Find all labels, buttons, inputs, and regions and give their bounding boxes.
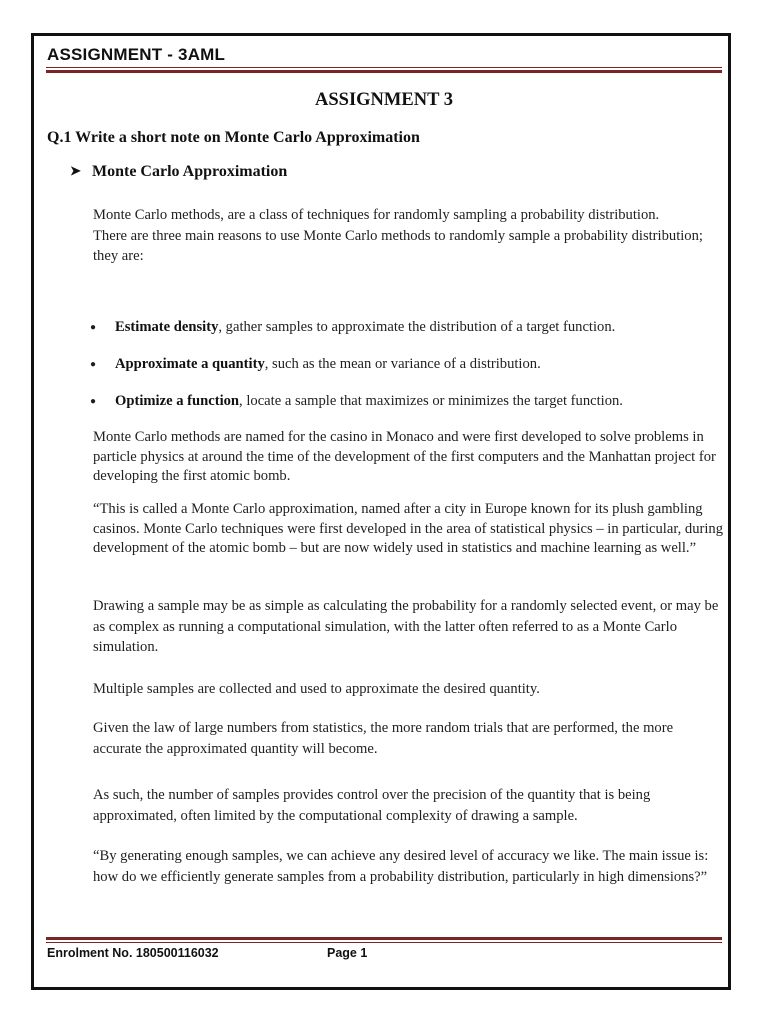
header-title: ASSIGNMENT - 3AML [47, 45, 226, 64]
page-title: ASSIGNMENT 3 [315, 90, 453, 110]
arrow-bullet-icon: ➤ [70, 163, 81, 178]
header-rule [46, 67, 722, 73]
paragraph: As such, the number of samples provides control over the precision of the quantity that is being approximated, often limited by the computational complexity of drawing a sample. [93, 787, 651, 824]
quote-paragraph: “By generating enough samples, we can achieve any desired level of accuracy we like. The main issue is: how do we efficiently generate samples from a probability distribution, particularly in high dimensions?” [93, 848, 709, 885]
footer-rule [46, 937, 722, 943]
intro-line-1: Monte Carlo methods, are a class of techniques for randomly sampling a probability distribution. [93, 207, 660, 223]
intro-line-2: There are three main reasons to use Monte Carlo methods to randomly sample a probability distribution; they are: [93, 227, 703, 264]
subheading-text: Monte Carlo Approximation [92, 163, 288, 180]
list-item [90, 356, 730, 373]
intro-paragraph [93, 205, 723, 267]
bullet-term: Approximate a quantity [115, 356, 265, 372]
question-heading: Q.1 Write a short note on Monte Carlo Approximation [47, 129, 420, 146]
list-item [90, 319, 730, 336]
bullet-dot-icon: ● [90, 396, 97, 407]
section-subheading [70, 163, 287, 181]
paragraph: Monte Carlo methods are named for the casino in Monaco and were first developed to solve problems in particle physics at around the time of the development of the first computers and the Manhattan project for developing the first atomic bomb. [93, 429, 716, 484]
quote-paragraph: “This is called a Monte Carlo approximation, named after a city in Europe known for its plush gambling casinos. Monte Carlo techniques were first developed in the area of statistical physics – in particular, during development of the atomic bomb – but are now widely used in statistics and machine learning as well.” [93, 501, 724, 556]
list-item [90, 393, 730, 410]
bullet-term: Estimate density [115, 319, 219, 335]
bullet-term: Optimize a function [115, 393, 240, 409]
bullet-text: , gather samples to approximate the distribution of a target function. [218, 319, 616, 335]
page-number: Page 1 [327, 946, 368, 960]
bullet-text: , such as the mean or variance of a distribution. [264, 356, 541, 372]
bullet-text: , locate a sample that maximizes or minimizes the target function. [239, 393, 623, 409]
paragraph: Drawing a sample may be as simple as calculating the probability for a randomly selected event, or may be as complex as running a computational simulation, with the latter often referred to as a Monte Carlo simulation. [93, 598, 719, 655]
paragraph: Given the law of large numbers from statistics, the more random trials that are performed, the more accurate the approximated quantity will become. [93, 720, 674, 757]
enrolment-number: Enrolment No. 180500116032 [47, 946, 219, 960]
bullet-dot-icon: ● [90, 359, 97, 370]
paragraph: Multiple samples are collected and used to approximate the desired quantity. [93, 681, 540, 697]
bullet-dot-icon: ● [90, 322, 97, 333]
